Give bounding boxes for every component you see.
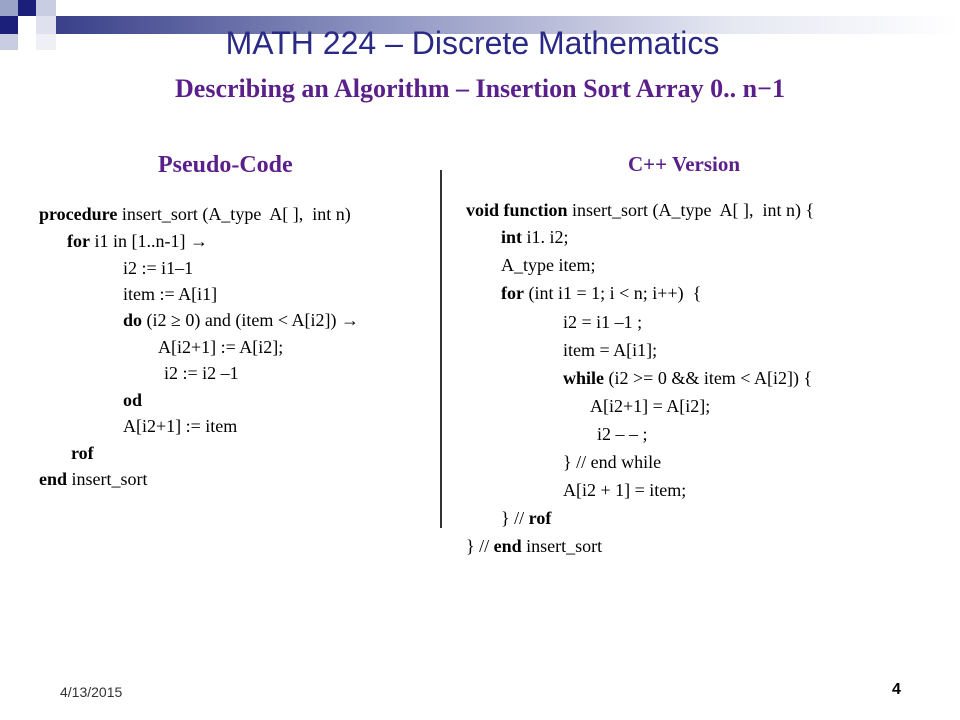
code-line <box>39 201 351 228</box>
keyword: int <box>501 227 523 247</box>
cpp-version-heading: C++ Version <box>628 152 741 176</box>
code-text: (i2 ≥ 0) and (item < A[i2]) → <box>142 310 359 330</box>
code-text: } // <box>466 536 494 556</box>
code-line: item := A[i1] <box>123 284 218 304</box>
code-text: i1. i2; <box>522 227 569 247</box>
slide-date: 4/13/2015 <box>60 684 123 700</box>
code-line: i2 = i1 –1 ; <box>563 312 643 332</box>
code-text: insert_sort <box>67 469 148 489</box>
code-line: item = A[i1]; <box>563 340 658 360</box>
code-line <box>501 505 551 532</box>
code-line <box>39 466 148 493</box>
code-text: insert_sort (A_type A[ ], int n) <box>117 204 351 224</box>
pseudo-code-heading: Pseudo-Code <box>158 152 293 178</box>
keyword: for <box>67 231 90 251</box>
keyword: procedure <box>39 204 118 224</box>
keyword: do <box>123 310 143 330</box>
keyword: for <box>501 283 524 303</box>
keyword: end <box>493 536 522 556</box>
keyword: rof <box>528 508 552 528</box>
keyword: end <box>39 469 68 489</box>
code-line: A[i2+1] := item <box>123 416 238 436</box>
code-line: od <box>123 390 143 410</box>
code-text: insert_sort <box>521 536 603 556</box>
code-line: i2 – – ; <box>597 424 648 444</box>
code-text: (int i1 = 1; i < n; i++) { <box>523 283 702 303</box>
slide-page-number: 4 <box>892 681 901 698</box>
column-divider <box>440 170 442 528</box>
code-text: (i2 >= 0 && item < A[i2]) { <box>604 368 813 388</box>
code-line: i2 := i1–1 <box>123 258 194 278</box>
slide-subtitle: Describing an Algorithm – Insertion Sort Array 0.. n−1 <box>175 74 785 103</box>
code-line: A[i2+1] = A[i2]; <box>590 396 711 416</box>
code-line: A_type item; <box>501 255 596 275</box>
code-text: i1 in [1..n-1] → <box>89 231 208 251</box>
header-square <box>18 0 36 16</box>
code-line <box>563 365 812 392</box>
code-line <box>466 533 602 560</box>
code-line: A[i2+1] := A[i2]; <box>158 337 284 357</box>
code-line <box>466 197 814 224</box>
keyword: while <box>563 368 605 388</box>
code-line <box>501 224 569 251</box>
code-line <box>501 280 701 307</box>
code-line: } // end while <box>563 452 662 472</box>
code-line: i2 := i2 –1 <box>164 363 239 383</box>
code-text: insert_sort (A_type A[ ], int n) { <box>567 200 815 220</box>
code-line: A[i2 + 1] = item; <box>563 480 687 500</box>
code-line <box>123 307 359 334</box>
code-line: rof <box>71 443 94 463</box>
header-square <box>36 0 56 16</box>
code-line <box>67 228 208 255</box>
keyword: void function <box>466 200 568 220</box>
code-text: } // <box>501 508 529 528</box>
slide-title: MATH 224 – Discrete Mathematics <box>225 25 720 61</box>
